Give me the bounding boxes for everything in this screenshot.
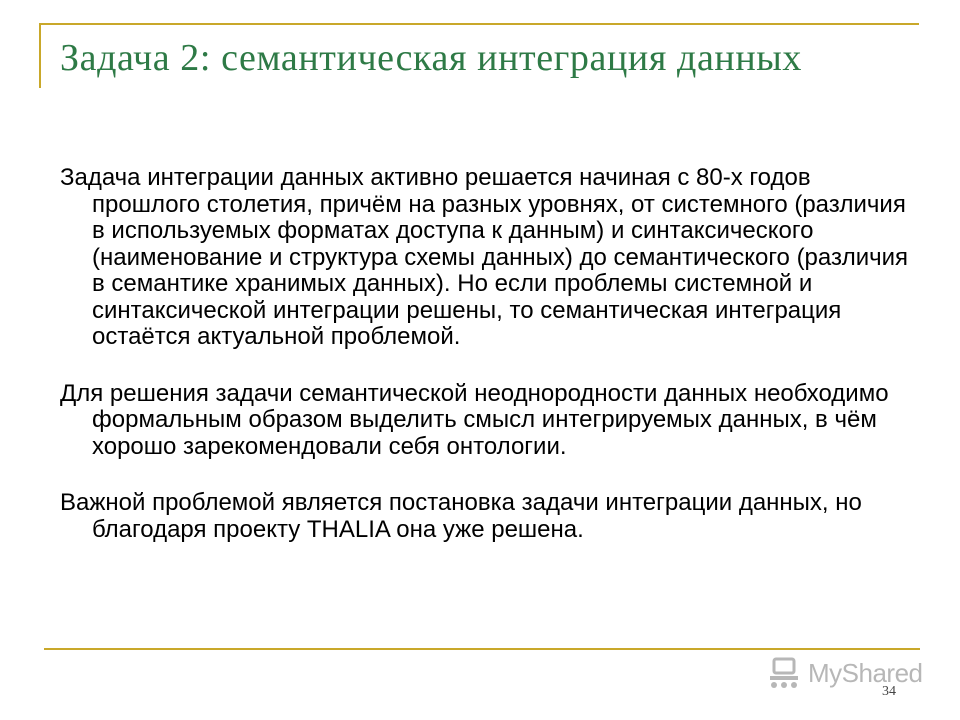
paragraph-3: Важной проблемой является постановка задачи интеграции данных, но благодаря проекту THALIA она уже решена. [60, 489, 862, 543]
paragraph-1: Задача интеграции данных активно решается начиная с 80-х годов прошлого столетия, причём на разных уровнях, от системного (различия в используемых форматах доступа к данным) и синтаксического (наименование и структура схемы данных) до семантического (различия в семантике хранимых данных). Но если проблемы системной и синтаксической интеграции решены, то семантическая интеграция остаётся актуальной проблемой. [60, 164, 909, 350]
slide-body [60, 165, 920, 573]
myshared-watermark [768, 655, 923, 691]
page-number: 34 [882, 684, 896, 699]
slide-title: Задача 2: семантическая интеграция данных [60, 37, 803, 79]
bottom-rule [44, 648, 920, 650]
top-rule [39, 23, 919, 25]
paragraph-2: Для решения задачи семантической неоднородности данных необходимо формальным образом выделить смысл интегрируемых данных, в чём хорошо зарекомендовали себя онтологии. [60, 379, 889, 460]
mysharedd-logo-icon [768, 656, 804, 690]
watermark-text: MyShared [808, 657, 923, 688]
left-rule [39, 23, 41, 88]
